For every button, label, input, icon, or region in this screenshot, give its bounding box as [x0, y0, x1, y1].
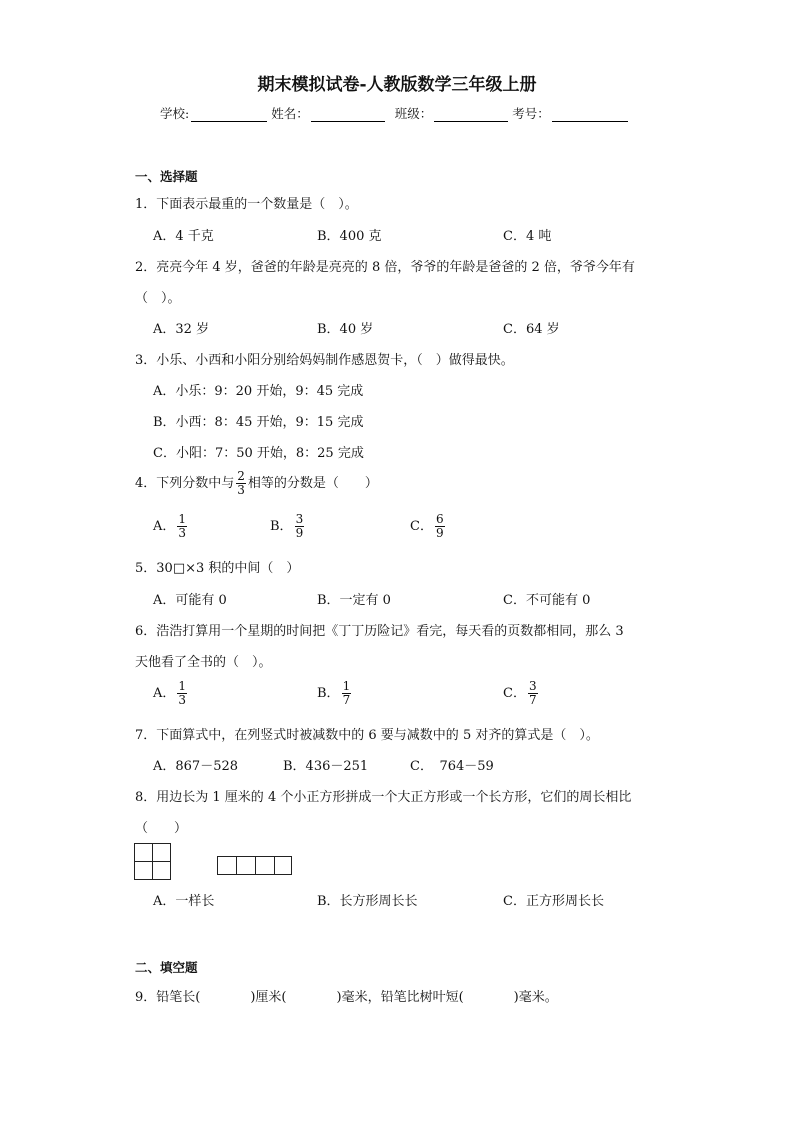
school-label: 学校: — [160, 106, 190, 121]
id-label: 考号： — [512, 106, 550, 121]
q2-option-a: A．32 岁 — [153, 322, 210, 337]
q4-option-b-fraction — [295, 513, 305, 540]
q9-part-3: )毫米，铅笔比树叶短( — [336, 990, 464, 1005]
section-fill-title: 二、填空题 — [135, 960, 198, 975]
q4-option-c-fraction — [435, 513, 445, 540]
q1-option-c: C．4 吨 — [503, 229, 552, 244]
small-square — [274, 856, 292, 875]
q4-option-c — [410, 513, 447, 540]
q7-option-b: B．436－251 — [283, 759, 369, 774]
q1-option-a: A．4 千克 — [153, 229, 214, 244]
q4-text-pre: 4．下列分数中与 — [135, 476, 235, 491]
q4-fraction-num: 2 — [237, 469, 245, 483]
q6-option-b-fraction — [342, 680, 352, 707]
q3-option-c: C．小阳：7：50 开始，8：25 完成 — [153, 446, 364, 461]
small-square — [152, 843, 171, 862]
q6-option-c — [503, 680, 540, 707]
q2-option-c: C．64 岁 — [503, 322, 560, 337]
q1-option-b: B．400 克 — [317, 229, 382, 244]
q4-option-a — [153, 513, 189, 540]
q6-option-a — [153, 680, 189, 707]
question-6: 6．浩浩打算用一个星期的时间把《丁丁历险记》看完，每天看的页数都相同，那么 3 — [135, 624, 624, 639]
q4-fraction — [236, 470, 246, 497]
q4-option-b — [270, 513, 306, 540]
q3-option-a: A．小乐：9：20 开始，9：45 完成 — [153, 384, 364, 399]
q4-a-num: 1 — [178, 512, 187, 526]
small-square — [134, 843, 153, 862]
question-2-line2: （ ）。 — [135, 291, 181, 306]
question-8-line2: （ ） — [135, 821, 188, 836]
class-label: 班级： — [394, 106, 433, 121]
q6-option-c-fraction — [528, 680, 538, 707]
question-5: 5．30□×3 积的中间（ ） — [135, 561, 300, 576]
q8-option-b: B．长方形周长长 — [317, 894, 418, 909]
question-3: 3．小乐、小西和小阳分别给妈妈制作感恩贺卡，（ ）做得最快。 — [135, 353, 514, 368]
class-blank — [434, 109, 508, 122]
q4-fraction-den: 3 — [237, 483, 245, 497]
q8-option-c: C．正方形周长长 — [503, 894, 604, 909]
q6-option-c-label: C． — [503, 686, 526, 701]
school-blank — [191, 109, 267, 122]
question-9 — [135, 986, 558, 1005]
q6-option-a-label: A． — [153, 686, 176, 701]
name-blank — [311, 109, 385, 122]
small-square — [255, 856, 275, 875]
q9-part-4: )毫米。 — [513, 990, 558, 1005]
q9-part-1: 9．铅笔长( — [135, 990, 201, 1005]
section-choice-title: 一、选择题 — [135, 169, 198, 184]
q3-option-b: B．小西：8：45 开始，9：15 完成 — [153, 415, 364, 430]
q2-option-b: B．40 岁 — [317, 322, 374, 337]
q6-b-den: 7 — [342, 693, 351, 707]
question-8: 8．用边长为 1 厘米的 4 个小正方形拼成一个大正方形或一个长方形，它们的周长相比 — [135, 790, 632, 805]
q4-a-den: 3 — [178, 526, 187, 540]
q4-c-den: 9 — [435, 526, 444, 540]
q8-option-a: A．一样长 — [153, 894, 215, 909]
q6-c-den: 7 — [528, 693, 537, 707]
q6-a-den: 3 — [178, 693, 187, 707]
question-1: 1．下面表示最重的一个数量是（ ）。 — [135, 197, 358, 212]
q4-option-c-label: C． — [410, 519, 433, 534]
q9-part-2: )厘米( — [250, 990, 287, 1005]
small-square — [236, 856, 256, 875]
question-7: 7．下面算式中，在列竖式时被减数中的 6 要与减数中的 5 对齐的算式是（ ）。 — [135, 728, 599, 743]
q4-option-a-fraction — [177, 513, 187, 540]
q7-option-a: A．867－528 — [153, 759, 239, 774]
page-title: 期末模拟试卷-人教版数学三年级上册 — [257, 75, 537, 95]
q5-option-c: C．不可能有 0 — [503, 593, 591, 608]
name-label: 姓名： — [271, 106, 309, 121]
student-info-line — [160, 104, 632, 122]
q5-option-b: B．一定有 0 — [317, 593, 391, 608]
q6-option-b — [317, 680, 353, 707]
small-square — [217, 856, 237, 875]
q6-a-num: 1 — [178, 679, 187, 693]
q4-option-b-label: B． — [270, 519, 293, 534]
q4-b-den: 9 — [295, 526, 304, 540]
question-6-line2: 天他看了全书的（ ）。 — [135, 655, 272, 670]
q6-option-b-label: B． — [317, 686, 340, 701]
question-2: 2．亮亮今年 4 岁，爸爸的年龄是亮亮的 8 倍，爷爷的年龄是爸爸的 2 倍，爷爷今年有 — [135, 260, 635, 275]
q4-option-a-label: A． — [153, 519, 176, 534]
q5-option-a: A．可能有 0 — [153, 593, 227, 608]
id-blank — [552, 109, 628, 122]
small-square — [134, 861, 153, 880]
q4-c-num: 6 — [435, 512, 444, 526]
q7-option-c: C． 764－59 — [410, 759, 494, 774]
q6-b-num: 1 — [342, 679, 351, 693]
small-square — [152, 861, 171, 880]
q6-option-a-fraction — [177, 680, 187, 707]
question-4 — [135, 470, 378, 497]
q6-c-num: 3 — [528, 679, 537, 693]
q4-text-post: 相等的分数是（ ） — [247, 476, 378, 491]
q4-b-num: 3 — [295, 512, 304, 526]
